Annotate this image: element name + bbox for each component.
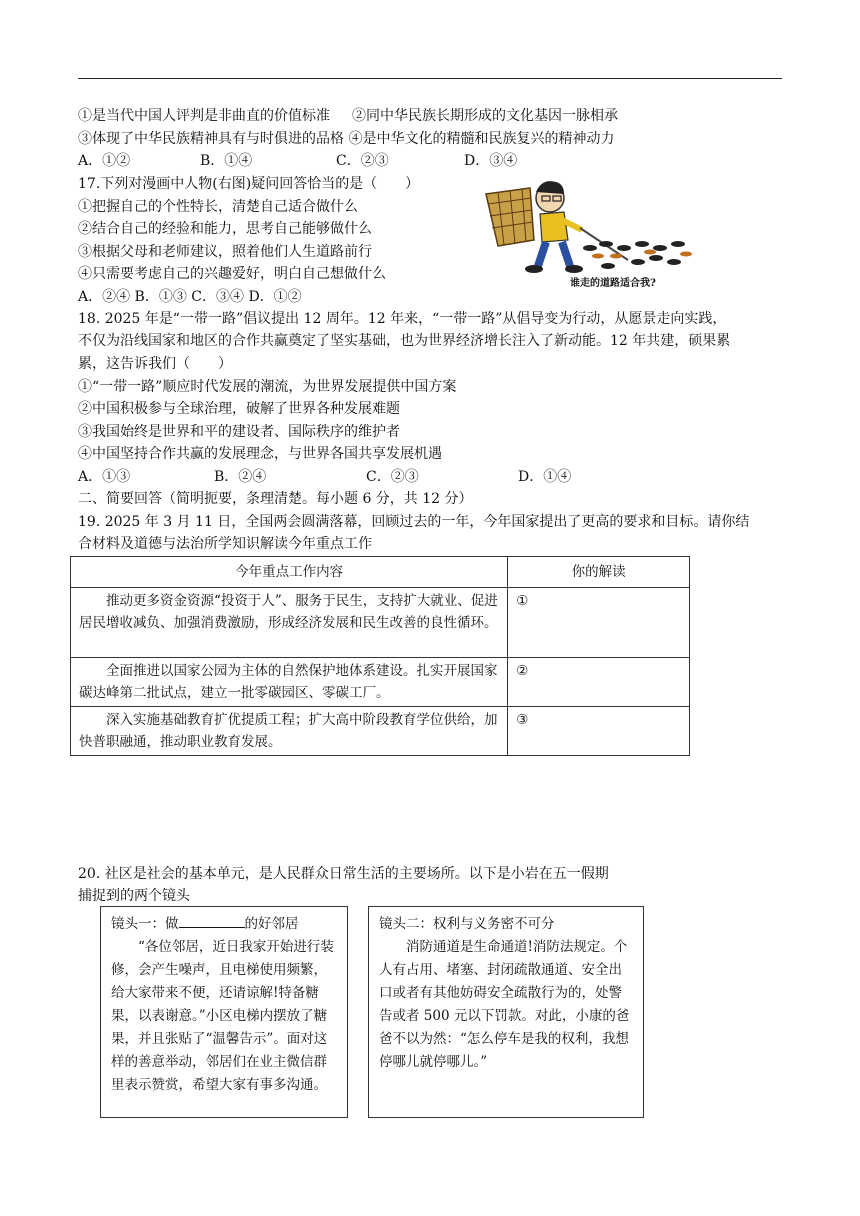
table-cell-content: 推动更多资金资源“投资于人”、服务于民生，支持扩大就业、促进居民增收减负、加强消费激励，形成经济发展和民生改善的良性循环。 [71, 588, 508, 658]
table-cell-answer[interactable]: ③ [508, 707, 690, 756]
q17-options: A．②④ B．①③ C．③④ D．①② [78, 289, 302, 305]
q16-line2: ③体现了中华民族精神具有与时俱进的品格 ④是中华文化的精髓和民族复兴的精神动力 [78, 131, 615, 147]
q16-option-b: B．①④ [200, 153, 253, 169]
q19-stem-2: 合材料及道德与法治所学知识解读今年重点工作 [78, 536, 372, 552]
q17-item-2: ②结合自己的经验和能力，思考自己能够做什么 [78, 221, 372, 237]
q16-line1 [78, 106, 618, 126]
table-row [71, 658, 690, 707]
q18-options [78, 467, 571, 487]
q18-stem-3: 累，这告诉我们（ ） [78, 356, 232, 372]
table-header-row [71, 557, 690, 588]
q18-option-d: D．①④ [518, 469, 572, 485]
scene-one-title: 镜头一：做 的好邻居 [111, 913, 337, 936]
table-row [71, 707, 690, 756]
q16-options [78, 151, 517, 171]
q16-option-a: A．①② [78, 153, 131, 169]
scene-one-text: “各位邻居，近日我家开始进行装修，会产生噪声，且电梯使用频繁，给大家带来不便，还请谅解!特备糖果，以表谢意。”小区电梯内摆放了糖果，并且张贴了“温馨告示”。面对这样的善意举动，邻居们在业主微信群里表示赞赏，希望大家有事多沟通。 [111, 939, 334, 1093]
q18-option-b: B．②④ [214, 469, 267, 485]
q17-item-1: ①把握自己的个性特长，清楚自己适合做什么 [78, 199, 358, 215]
q18-stem-1: 18. 2025 年是“一带一路”倡议提出 12 周年。12 年来，“一带一路”从倡导变为行动，从愿景走向实践， [78, 311, 727, 327]
q17-item-3: ③根据父母和老师建议，照着他们人生道路前行 [78, 244, 372, 260]
header-rule [78, 78, 782, 79]
q17-stem: 17.下列对漫画中人物(右图)疑问回答恰当的是（ ） [78, 176, 420, 192]
q18-option-c: C．②③ [366, 469, 419, 485]
q19-table [70, 556, 690, 756]
q16-option-d: D．③④ [464, 153, 518, 169]
q17-item-4: ④只需要考虑自己的兴趣爱好，明白自己想做什么 [78, 266, 386, 282]
q18-item-4: ④中国坚持合作共赢的发展理念，与世界各国共享发展机遇 [78, 446, 442, 462]
table-cell-answer[interactable]: ① [508, 588, 690, 658]
cartoon-caption: 谁走的道路适合我? [570, 278, 656, 289]
q19-stem-1: 19. 2025 年 3 月 11 日，全国两会圆满落幕，回顾过去的一年，今年国家提出了更高的要求和目标。请你结 [78, 514, 750, 530]
scene-two-title: 镜头二：权利与义务密不可分 [379, 916, 555, 932]
q20-stem-2: 捕捉到的两个镜头 [78, 888, 190, 904]
table-cell-content: 深入实施基础教育扩优提质工程；扩大高中阶段教育学位供给，加快普职融通，推动职业教育发展。 [71, 707, 508, 756]
q18-item-1: ①“一带一路”顺应时代发展的潮流，为世界发展提供中国方案 [78, 379, 457, 395]
q16-option-c: C．②③ [336, 153, 389, 169]
table-header-content: 今年重点工作内容 [71, 557, 508, 588]
table-cell-content: 全面推进以国家公园为主体的自然保护地体系建设。扎实开展国家碳达峰第二批试点，建立一批零碳园区、零碳工厂。 [71, 658, 508, 707]
q18-item-2: ②中国积极参与全球治理，破解了世界各种发展难题 [78, 401, 400, 417]
cartoon-illustration [478, 170, 698, 290]
table-cell-answer[interactable]: ② [508, 658, 690, 707]
q16-item-2: ②同中华民族长期形成的文化基因一脉相承 [352, 108, 618, 124]
scene-two-box [368, 906, 644, 1118]
q18-stem-2: 不仅为沿线国家和地区的合作共赢奠定了坚实基础，也为世界经济增长注入了新动能。12 年共建，硕果累 [78, 333, 731, 349]
q18-item-3: ③我国始终是世界和平的建设者、国际秩序的维护者 [78, 424, 400, 440]
cartoon-image [478, 170, 698, 290]
q20-stem-1: 20. 社区是社会的基本单元，是人民群众日常生活的主要场所。以下是小岩在五一假期 [78, 866, 609, 882]
table-header-interpretation: 你的解读 [508, 557, 690, 588]
table-row [71, 588, 690, 658]
section-2-heading: 二、简要回答（简明扼要，条理清楚。每小题 6 分，共 12 分） [78, 491, 473, 507]
q18-option-a: A．①③ [78, 469, 131, 485]
scene-two-text: 消防通道是生命通道!消防法规定。个人有占用、堵塞、封闭疏散通道、安全出口或者有其他妨碍安全疏散行为的，处警告或者 500 元以下罚款。对此，小康的爸爸不以为然：“怎么停车是我的权利，我想停哪儿就停哪儿。” [379, 939, 630, 1070]
fill-in-blank[interactable] [179, 913, 245, 928]
scene-one-box [100, 906, 348, 1118]
q16-item-1: ①是当代中国人评判是非曲直的价值标准 [78, 108, 330, 124]
